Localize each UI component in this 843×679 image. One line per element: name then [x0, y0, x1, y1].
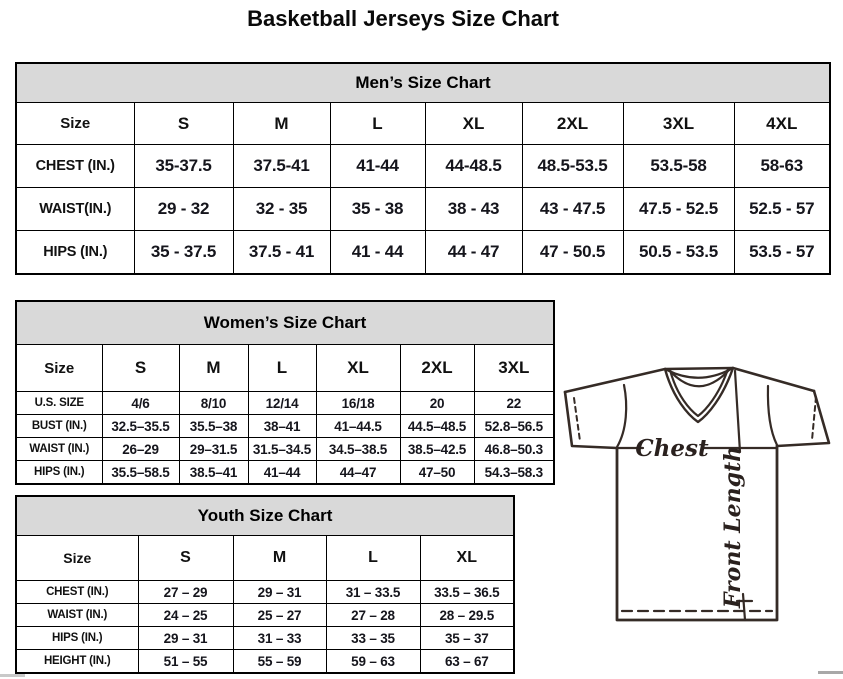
- column-header: L: [248, 345, 316, 392]
- youth-size-table: [15, 495, 515, 674]
- table-cell: 58-63: [734, 145, 830, 188]
- column-header: XL: [420, 536, 514, 581]
- jersey-body: [617, 446, 777, 620]
- row-label: CHEST (IN.): [16, 145, 134, 188]
- column-header: XL: [316, 345, 400, 392]
- table-row: [16, 415, 554, 438]
- table-row: [16, 461, 554, 485]
- chest-label: Chest: [635, 435, 709, 462]
- table-cell: 31 – 33.5: [326, 581, 420, 604]
- left-sleeve-stitch-line: [574, 398, 580, 441]
- jersey-right-shoulder: [733, 368, 814, 391]
- row-label: HIPS (IN.): [16, 231, 134, 275]
- table-cell: 38–41: [248, 415, 316, 438]
- column-header: S: [102, 345, 179, 392]
- table-row: [16, 145, 830, 188]
- column-header: Size: [16, 345, 102, 392]
- row-label: WAIST (IN.): [16, 604, 138, 627]
- table-cell: 31.5–34.5: [248, 438, 316, 461]
- table-cell: 20: [400, 392, 474, 415]
- table-cell: 41–44.5: [316, 415, 400, 438]
- collar-inner-v: [670, 369, 728, 416]
- table-cell: 47.5 - 52.5: [623, 188, 734, 231]
- row-label: HIPS (IN.): [16, 627, 138, 650]
- table-cell: 33.5 – 36.5: [420, 581, 514, 604]
- table-cell: 43 - 47.5: [522, 188, 623, 231]
- table-cell: 35 - 38: [330, 188, 425, 231]
- front-length-label: Front Length: [720, 445, 746, 609]
- column-header: M: [179, 345, 248, 392]
- table-title: Women’s Size Chart: [16, 301, 554, 345]
- right-sleeve-stitch-line: [812, 397, 816, 440]
- table-row: [16, 627, 514, 650]
- table-cell: 59 – 63: [326, 650, 420, 674]
- table-cell: 54.3–58.3: [474, 461, 554, 485]
- column-header: 2XL: [522, 103, 623, 145]
- table-cell: 44-48.5: [425, 145, 522, 188]
- table-cell: 16/18: [316, 392, 400, 415]
- table-cell: 12/14: [248, 392, 316, 415]
- column-header: Size: [16, 103, 134, 145]
- table-row: [16, 650, 514, 674]
- table-cell: 28 – 29.5: [420, 604, 514, 627]
- table-cell: 51 – 55: [138, 650, 233, 674]
- table-row: [16, 392, 554, 415]
- row-label: U.S. SIZE: [16, 392, 102, 415]
- table-row: [16, 581, 514, 604]
- jersey-right-sleeve: [777, 391, 829, 446]
- page-title: Basketball Jerseys Size Chart: [247, 6, 559, 31]
- bottom-right-artifact: [818, 671, 843, 674]
- column-header: M: [233, 536, 326, 581]
- column-header: 2XL: [400, 345, 474, 392]
- table-cell: 35 - 37.5: [134, 231, 233, 275]
- table-cell: 38 - 43: [425, 188, 522, 231]
- table-cell: 35-37.5: [134, 145, 233, 188]
- table-cell: 32.5–35.5: [102, 415, 179, 438]
- table-cell: 52.5 - 57: [734, 188, 830, 231]
- table-cell: 4/6: [102, 392, 179, 415]
- column-header: L: [330, 103, 425, 145]
- row-label: HEIGHT (IN.): [16, 650, 138, 674]
- column-header: 3XL: [623, 103, 734, 145]
- row-label: HIPS (IN.): [16, 461, 102, 485]
- collar-top-line: [665, 368, 733, 369]
- table-row: [16, 604, 514, 627]
- table-cell: 41–44: [248, 461, 316, 485]
- front-length-line-top: [735, 371, 740, 452]
- table-cell: 37.5-41: [233, 145, 330, 188]
- bottom-left-artifact: [0, 674, 25, 677]
- table-title: Men’s Size Chart: [16, 63, 830, 103]
- jersey-diagram: [555, 355, 843, 635]
- table-cell: 41-44: [330, 145, 425, 188]
- table-cell: 29–31.5: [179, 438, 248, 461]
- jersey-left-shoulder: [565, 369, 665, 392]
- table-cell: 50.5 - 53.5: [623, 231, 734, 275]
- row-label: WAIST (IN.): [16, 438, 102, 461]
- table-cell: 44–47: [316, 461, 400, 485]
- table-cell: 34.5–38.5: [316, 438, 400, 461]
- table-cell: 63 – 67: [420, 650, 514, 674]
- table-cell: 44 - 47: [425, 231, 522, 275]
- column-header: S: [134, 103, 233, 145]
- table-cell: 29 - 32: [134, 188, 233, 231]
- row-label: BUST (IN.): [16, 415, 102, 438]
- table-cell: 44.5–48.5: [400, 415, 474, 438]
- table-cell: 37.5 - 41: [233, 231, 330, 275]
- column-header: 4XL: [734, 103, 830, 145]
- table-cell: 33 – 35: [326, 627, 420, 650]
- table-row: [16, 438, 554, 461]
- table-cell: 26–29: [102, 438, 179, 461]
- table-cell: 22: [474, 392, 554, 415]
- table-cell: 46.8–50.3: [474, 438, 554, 461]
- column-header: L: [326, 536, 420, 581]
- jersey-left-sleeve: [565, 392, 617, 448]
- table-cell: 38.5–42.5: [400, 438, 474, 461]
- table-cell: 53.5-58: [623, 145, 734, 188]
- table-cell: 41 - 44: [330, 231, 425, 275]
- table-cell: 32 - 35: [233, 188, 330, 231]
- table-cell: 55 – 59: [233, 650, 326, 674]
- table-cell: 25 – 27: [233, 604, 326, 627]
- row-label: CHEST (IN.): [16, 581, 138, 604]
- womens-size-table: [15, 300, 555, 485]
- row-label: WAIST(IN.): [16, 188, 134, 231]
- table-cell: 35.5–58.5: [102, 461, 179, 485]
- table-cell: 35 – 37: [420, 627, 514, 650]
- table-row: [16, 231, 830, 275]
- table-cell: 8/10: [179, 392, 248, 415]
- column-header: 3XL: [474, 345, 554, 392]
- table-row: [16, 188, 830, 231]
- table-cell: 47 - 50.5: [522, 231, 623, 275]
- table-cell: 29 – 31: [138, 627, 233, 650]
- table-cell: 38.5–41: [179, 461, 248, 485]
- column-header: Size: [16, 536, 138, 581]
- table-cell: 35.5–38: [179, 415, 248, 438]
- table-cell: 48.5-53.5: [522, 145, 623, 188]
- table-cell: 29 – 31: [233, 581, 326, 604]
- column-header: M: [233, 103, 330, 145]
- right-armhole-seam: [768, 386, 777, 445]
- column-header: S: [138, 536, 233, 581]
- table-title: Youth Size Chart: [16, 496, 514, 536]
- table-cell: 27 – 29: [138, 581, 233, 604]
- table-cell: 24 – 25: [138, 604, 233, 627]
- column-header: XL: [425, 103, 522, 145]
- table-cell: 52.8–56.5: [474, 415, 554, 438]
- table-cell: 53.5 - 57: [734, 231, 830, 275]
- table-cell: 47–50: [400, 461, 474, 485]
- table-cell: 31 – 33: [233, 627, 326, 650]
- mens-size-table: [15, 62, 831, 275]
- table-cell: 27 – 28: [326, 604, 420, 627]
- left-armhole-seam: [617, 385, 626, 447]
